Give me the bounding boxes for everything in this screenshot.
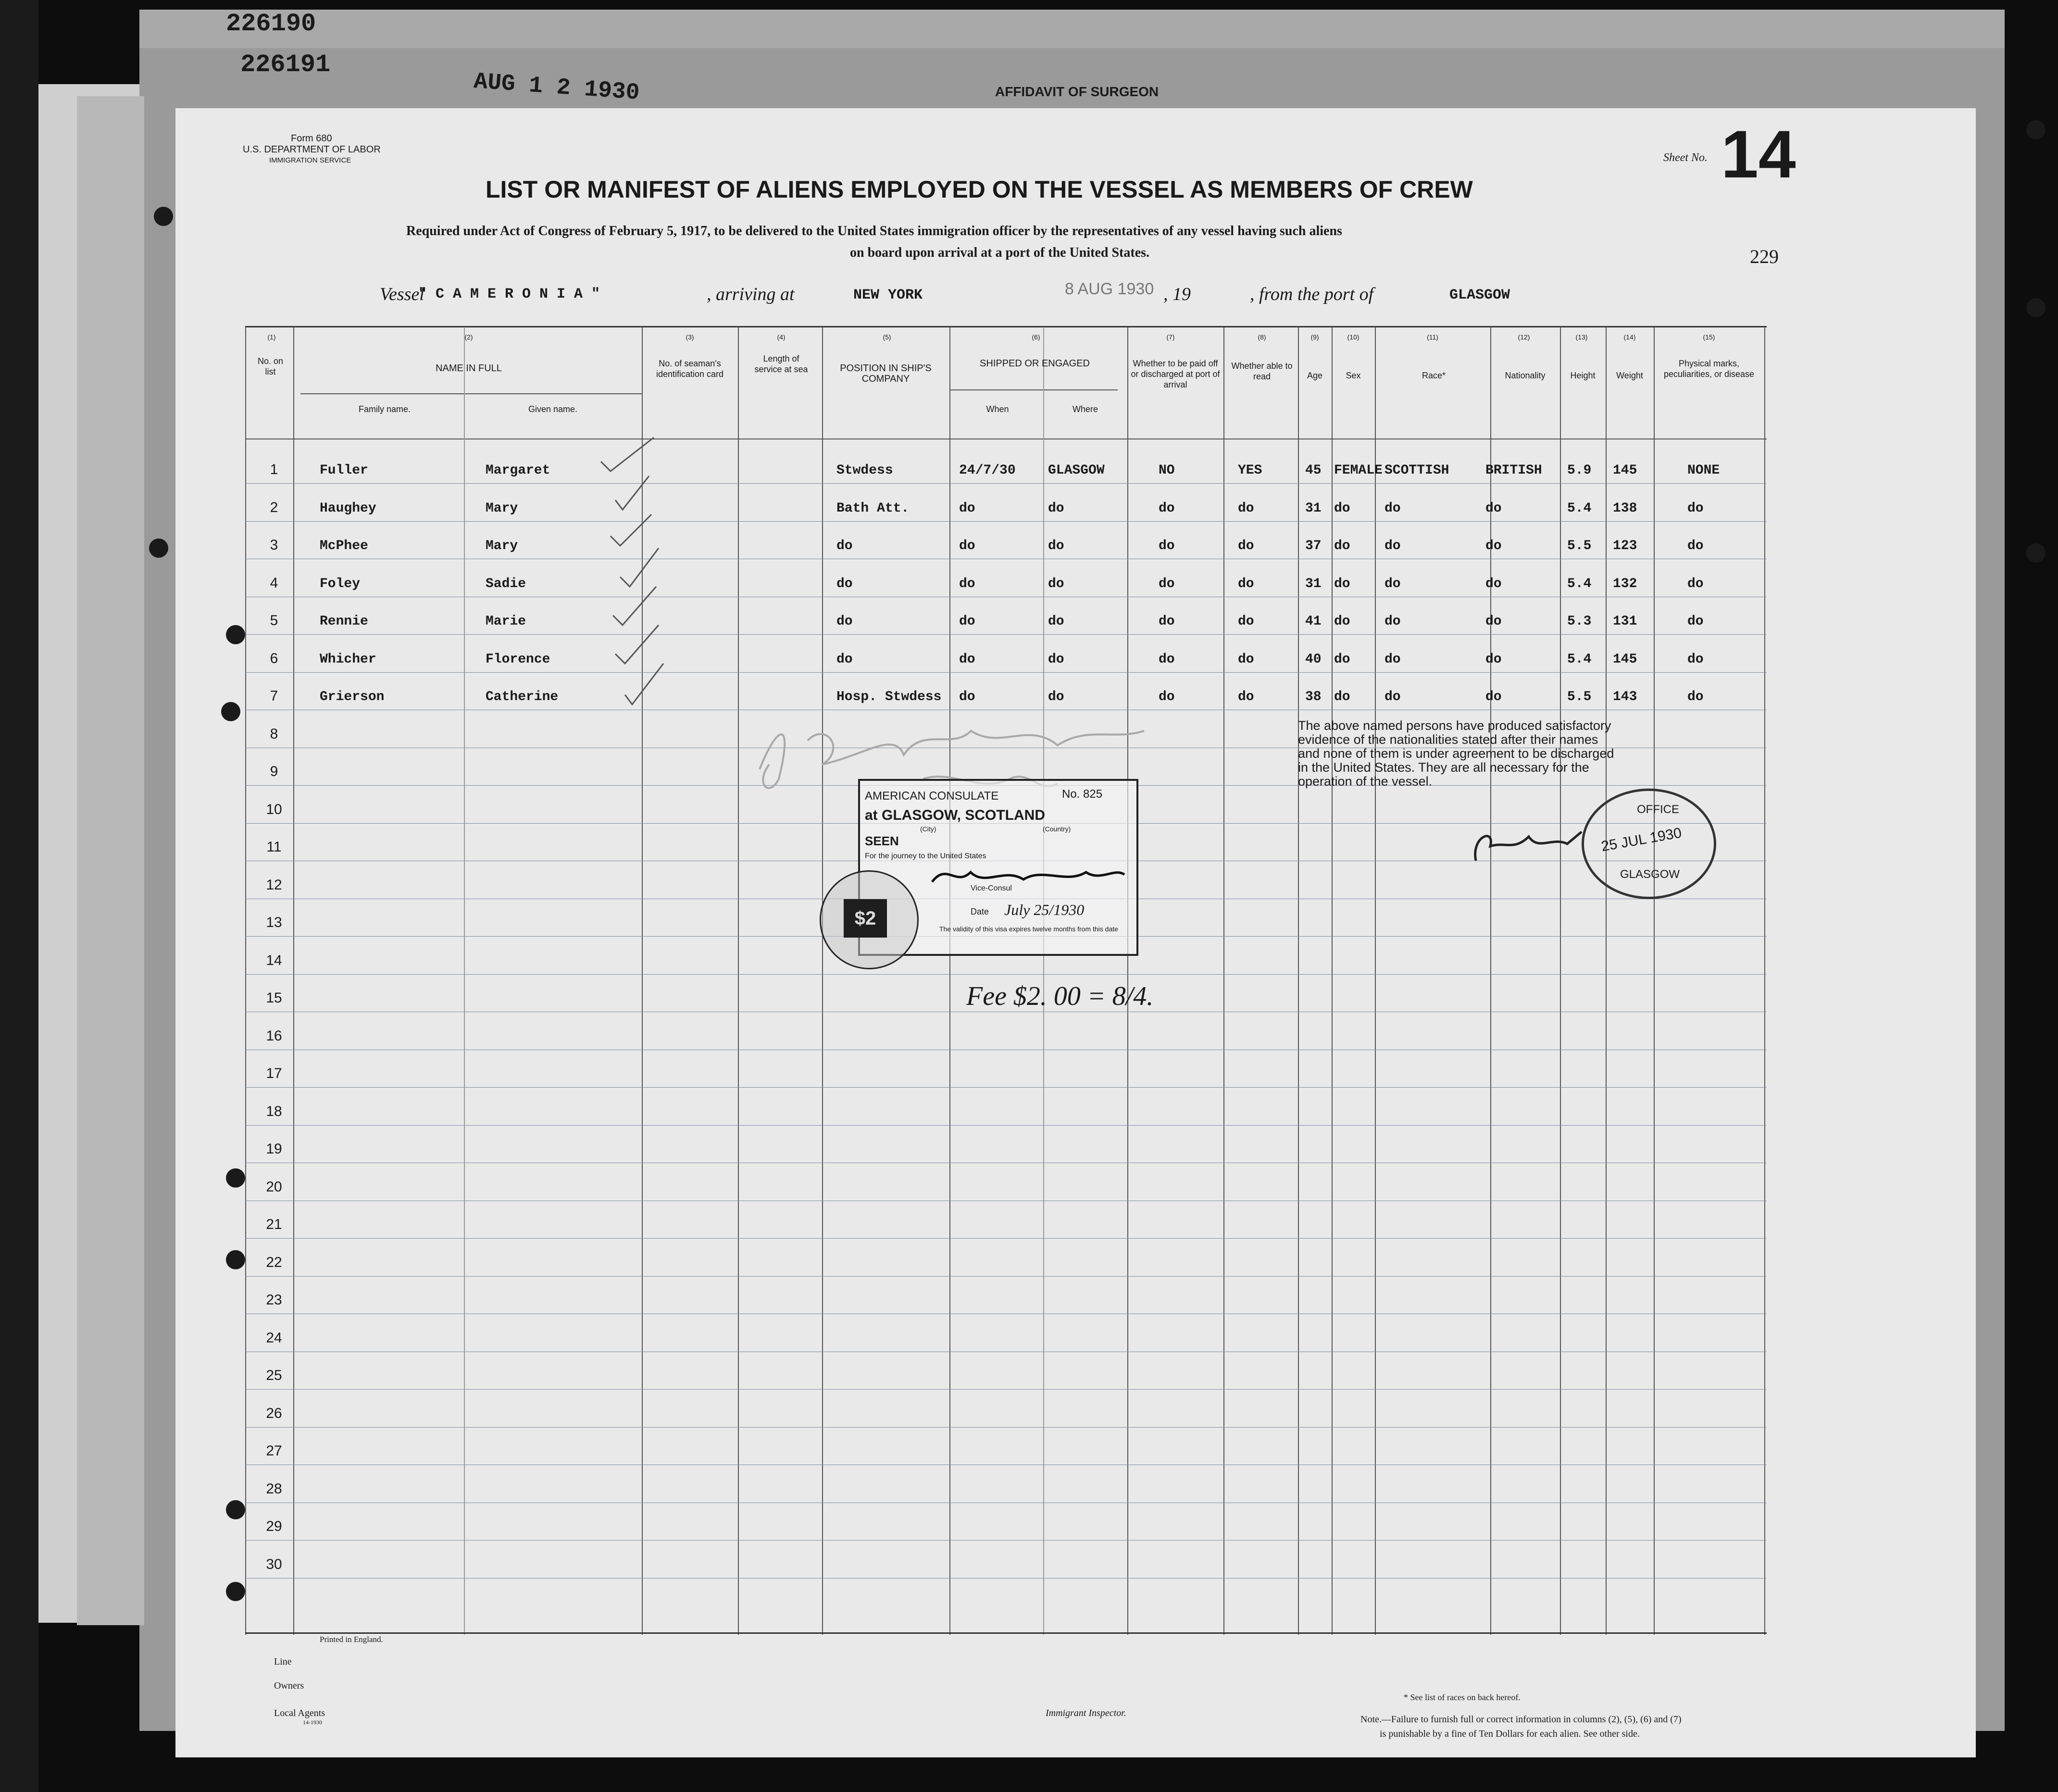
punch-hole bbox=[149, 539, 168, 558]
punch-hole bbox=[2026, 120, 2046, 139]
arriving-port: NEW YORK bbox=[853, 287, 923, 303]
year-label: , 19 bbox=[1163, 284, 1191, 304]
service-name: IMMIGRATION SERVICE bbox=[269, 156, 351, 164]
header-name-in-full: NAME IN FULL bbox=[436, 363, 502, 374]
row-number: 18 bbox=[266, 1103, 282, 1119]
row-number: 6 bbox=[270, 650, 278, 666]
row-number: 28 bbox=[266, 1480, 282, 1497]
nationality-cell: do bbox=[1485, 539, 1502, 553]
header-weight: Weight bbox=[1616, 371, 1643, 380]
column-line bbox=[1654, 327, 1655, 1635]
row-number: 8 bbox=[270, 726, 278, 742]
header-no-on-list: No. on list bbox=[257, 356, 284, 376]
row-number: 11 bbox=[266, 839, 282, 855]
race-cell: do bbox=[1384, 576, 1401, 591]
given-name-cell: Mary bbox=[486, 501, 518, 516]
row-number: 23 bbox=[266, 1292, 282, 1308]
fee-revenue-stamp bbox=[844, 899, 887, 938]
row-number: 16 bbox=[266, 1028, 282, 1044]
age-cell: 45 bbox=[1305, 463, 1322, 478]
footer-agents-code: 14-1930 bbox=[303, 1719, 322, 1726]
arriving-label: , arriving at bbox=[707, 284, 795, 304]
consulate-number: No. 825 bbox=[1062, 788, 1103, 801]
weight-cell: 145 bbox=[1613, 463, 1637, 478]
race-cell: do bbox=[1384, 614, 1401, 629]
marks-cell: do bbox=[1687, 539, 1704, 553]
sheet-label: Sheet No. bbox=[1663, 151, 1708, 164]
height-cell: 5.4 bbox=[1567, 501, 1592, 516]
column-line bbox=[949, 327, 950, 1635]
consulate-journey: For the journey to the United States bbox=[865, 852, 986, 860]
col-num-11: (11) bbox=[1427, 333, 1438, 341]
row-number: 3 bbox=[270, 537, 278, 553]
marks-cell: NONE bbox=[1687, 463, 1720, 478]
age-cell: 41 bbox=[1305, 614, 1322, 629]
header-height: Height bbox=[1570, 371, 1596, 380]
consulate-seen: SEEN bbox=[865, 834, 899, 848]
row-rule bbox=[245, 521, 1767, 522]
marks-cell: do bbox=[1687, 501, 1704, 516]
race-cell: do bbox=[1384, 652, 1401, 667]
weight-cell: 132 bbox=[1613, 576, 1637, 591]
sex-cell: do bbox=[1334, 689, 1350, 704]
col-num-9: (9) bbox=[1310, 333, 1319, 341]
agent-signature bbox=[1466, 817, 1586, 870]
col-num-4: (4) bbox=[777, 333, 786, 341]
column-line bbox=[738, 327, 739, 1635]
shipped-subheader-rule bbox=[949, 389, 1118, 390]
weight-cell: 145 bbox=[1613, 652, 1637, 667]
header-given-name: Given name. bbox=[528, 404, 578, 414]
race-cell: do bbox=[1384, 501, 1401, 516]
top-number-1: 226190 bbox=[226, 10, 316, 38]
row-rule bbox=[245, 1389, 1767, 1390]
header-shipped: SHIPPED OR ENGAGED bbox=[980, 358, 1090, 369]
where-cell: do bbox=[1048, 576, 1064, 591]
punch-hole bbox=[226, 1168, 245, 1188]
race-cell: do bbox=[1384, 539, 1401, 553]
check-marks bbox=[591, 433, 687, 721]
col-num-3: (3) bbox=[686, 333, 694, 341]
position-cell: do bbox=[836, 576, 853, 591]
nationality-cell: do bbox=[1485, 652, 1502, 667]
family-name-cell: Foley bbox=[320, 576, 361, 591]
punch-hole bbox=[221, 702, 240, 721]
arrival-date-stamp: 8 AUG 1930 bbox=[1065, 280, 1154, 298]
fine-note-1: Note.—Failure to furnish full or correct information in columns (2), (5), (6) and (7) bbox=[1360, 1714, 1682, 1725]
header-sex: Sex bbox=[1346, 371, 1361, 380]
row-number: 14 bbox=[266, 952, 282, 968]
position-cell: Bath Att. bbox=[836, 501, 910, 516]
where-cell: GLASGOW bbox=[1048, 463, 1105, 478]
age-cell: 31 bbox=[1305, 501, 1322, 516]
position-cell: Hosp. Stwdess bbox=[836, 689, 942, 704]
header-paid-off: Whether to be paid off or discharged at port of arrival bbox=[1131, 359, 1220, 389]
from-port: GLASGOW bbox=[1449, 287, 1510, 303]
manifest-title: LIST OR MANIFEST OF ALIENS EMPLOYED ON THE VESSEL AS MEMBERS OF CREW bbox=[486, 176, 1473, 203]
manifest-subtitle-1: Required under Act of Congress of February 5, 1917, to be delivered to the United States immigration officer by the representatives of any vessel having such aliens bbox=[406, 224, 1342, 238]
weight-cell: 143 bbox=[1613, 689, 1637, 704]
manifest-subtitle-2: on board upon arrival at a port of the United States. bbox=[850, 245, 1150, 260]
col-num-2: (2) bbox=[464, 333, 473, 341]
fine-note-2: is punishable by a fine of Ten Dollars for each alien. See other side. bbox=[1380, 1729, 1640, 1739]
nationality-cell: do bbox=[1485, 501, 1502, 516]
paid-off-cell: do bbox=[1159, 652, 1175, 667]
age-cell: 37 bbox=[1305, 539, 1322, 553]
column-line bbox=[464, 327, 465, 1635]
consulate-visa-label: Vice-Consul bbox=[971, 884, 1012, 892]
row-rule bbox=[245, 1578, 1767, 1579]
when-cell: do bbox=[959, 689, 975, 704]
family-name-cell: Fuller bbox=[320, 463, 368, 478]
row-number: 5 bbox=[270, 613, 278, 628]
age-cell: 38 bbox=[1305, 689, 1322, 704]
row-rule bbox=[245, 634, 1767, 635]
row-number: 12 bbox=[266, 877, 282, 893]
row-number: 13 bbox=[266, 915, 282, 930]
fee-note: Fee $2. 00 = 8/4. bbox=[966, 981, 1154, 1011]
punch-hole bbox=[154, 207, 173, 226]
height-cell: 5.4 bbox=[1567, 652, 1592, 667]
punch-hole bbox=[226, 1582, 245, 1601]
height-cell: 5.4 bbox=[1567, 576, 1592, 591]
sheet-number: 14 bbox=[1721, 116, 1796, 192]
given-name-cell: Florence bbox=[486, 652, 550, 667]
col-num-6: (6) bbox=[1032, 333, 1040, 341]
row-number: 9 bbox=[270, 764, 278, 779]
col-num-7: (7) bbox=[1166, 333, 1175, 341]
fee-stamp-value: $2 bbox=[854, 908, 876, 929]
given-name-cell: Sadie bbox=[486, 576, 526, 591]
family-name-cell: Rennie bbox=[320, 614, 368, 629]
marks-cell: do bbox=[1687, 614, 1704, 629]
header-family-name: Family name. bbox=[358, 404, 411, 414]
when-cell: do bbox=[959, 501, 975, 516]
family-name-cell: Grierson bbox=[320, 689, 385, 704]
col-num-15: (15) bbox=[1703, 333, 1715, 341]
when-cell: do bbox=[959, 652, 975, 667]
marks-cell: do bbox=[1687, 689, 1704, 704]
position-cell: do bbox=[836, 652, 853, 667]
header-nationality: Nationality bbox=[1505, 371, 1546, 380]
position-cell: do bbox=[836, 614, 853, 629]
given-name-cell: Catherine bbox=[486, 689, 559, 704]
footer-owners-label: Owners bbox=[274, 1680, 304, 1691]
consul-signature bbox=[927, 858, 1129, 891]
paid-off-cell: do bbox=[1159, 539, 1175, 553]
row-rule bbox=[245, 1276, 1767, 1277]
header-able-read: Whether able to read bbox=[1231, 361, 1293, 381]
family-name-cell: McPhee bbox=[320, 539, 368, 553]
when-cell: 24/7/30 bbox=[959, 463, 1016, 478]
consulate-line1: AMERICAN CONSULATE bbox=[865, 789, 999, 802]
position-cell: do bbox=[836, 539, 853, 553]
col-num-13: (13) bbox=[1575, 333, 1588, 341]
when-cell: do bbox=[959, 539, 975, 553]
when-cell: do bbox=[959, 614, 975, 629]
header-when: When bbox=[986, 404, 1009, 414]
column-line bbox=[1560, 327, 1561, 1635]
office-stamp-date: 25 JUL 1930 bbox=[1600, 825, 1683, 855]
family-name-cell: Haughey bbox=[320, 501, 376, 516]
punch-hole bbox=[226, 625, 245, 644]
height-cell: 5.5 bbox=[1567, 689, 1592, 704]
column-line bbox=[245, 327, 246, 1635]
row-number: 20 bbox=[266, 1178, 282, 1195]
printed-in-england: Printed in England. bbox=[320, 1635, 383, 1644]
row-number: 10 bbox=[266, 801, 282, 817]
able-read-cell: do bbox=[1238, 501, 1254, 516]
office-stamp bbox=[1582, 789, 1716, 899]
certification-text: The above named persons have produced satisfactory evidence of the nationalities stated after their names and none of them is under agreement to be discharged in the United States. They are all necessary for the operation of the vessel. bbox=[1298, 718, 1614, 789]
nationality-cell: do bbox=[1485, 576, 1502, 591]
received-date-stamp: AUG 1 2 1930 bbox=[473, 69, 641, 106]
column-line bbox=[293, 327, 294, 1635]
given-name-cell: Margaret bbox=[486, 463, 550, 478]
nationality-cell: do bbox=[1485, 689, 1502, 704]
race-cell: do bbox=[1384, 689, 1401, 704]
vessel-name: " C A M E R O N I A " bbox=[418, 286, 600, 302]
given-name-cell: Mary bbox=[486, 539, 518, 553]
paid-off-cell: do bbox=[1159, 501, 1175, 516]
able-read-cell: do bbox=[1238, 576, 1254, 591]
able-read-cell: do bbox=[1238, 689, 1254, 704]
row-rule bbox=[245, 483, 1767, 484]
header-position: POSITION IN SHIP'S COMPANY bbox=[840, 363, 932, 384]
sex-cell: do bbox=[1334, 652, 1350, 667]
row-rule bbox=[245, 1540, 1767, 1541]
position-cell: Stwdess bbox=[836, 463, 893, 478]
column-line bbox=[1764, 327, 1765, 1635]
col-num-12: (12) bbox=[1518, 333, 1530, 341]
paid-off-cell: do bbox=[1159, 614, 1175, 629]
punch-hole bbox=[2026, 543, 2046, 563]
sex-cell: do bbox=[1334, 501, 1350, 516]
row-rule bbox=[245, 1427, 1767, 1428]
consulate-date-value: July 25/1930 bbox=[1004, 901, 1085, 918]
affidavit-title: AFFIDAVIT OF SURGEON bbox=[995, 84, 1159, 99]
paid-off-cell: do bbox=[1159, 689, 1175, 704]
column-line bbox=[1298, 327, 1299, 1635]
table-top-rule bbox=[245, 326, 1767, 327]
column-line bbox=[1223, 327, 1224, 1635]
row-number: 27 bbox=[266, 1443, 282, 1459]
row-number: 30 bbox=[266, 1556, 282, 1572]
height-cell: 5.3 bbox=[1567, 614, 1592, 629]
row-number: 7 bbox=[270, 688, 278, 704]
header-age: Age bbox=[1307, 371, 1323, 380]
race-cell: SCOTTISH bbox=[1384, 463, 1449, 478]
column-line bbox=[1375, 327, 1376, 1635]
age-cell: 31 bbox=[1305, 576, 1322, 591]
races-note: * See list of races on back hereof. bbox=[1404, 1692, 1521, 1702]
page-number: 229 bbox=[1750, 246, 1779, 267]
row-number: 2 bbox=[270, 499, 278, 515]
column-line bbox=[1332, 327, 1333, 1635]
age-cell: 40 bbox=[1305, 652, 1322, 667]
footer-agents-label: Local Agents bbox=[274, 1708, 325, 1718]
punch-hole bbox=[226, 1250, 245, 1269]
able-read-cell: do bbox=[1238, 652, 1254, 667]
header-length-service: Length of service at sea bbox=[754, 354, 808, 374]
column-line bbox=[822, 327, 823, 1635]
row-number: 19 bbox=[266, 1141, 282, 1157]
nationality-cell: do bbox=[1485, 614, 1502, 629]
row-number: 26 bbox=[266, 1405, 282, 1421]
sex-cell: do bbox=[1334, 539, 1350, 553]
column-line bbox=[1490, 327, 1491, 1635]
row-rule bbox=[245, 1238, 1767, 1239]
vessel-label: Vessel bbox=[380, 284, 424, 304]
header-where: Where bbox=[1072, 404, 1098, 414]
col-num-1: (1) bbox=[267, 333, 276, 341]
weight-cell: 123 bbox=[1613, 539, 1637, 553]
where-cell: do bbox=[1048, 539, 1064, 553]
top-number-2: 226191 bbox=[240, 50, 331, 79]
office-stamp-word: OFFICE bbox=[1637, 803, 1679, 816]
header-race: Race* bbox=[1422, 371, 1446, 380]
consulate-date-label: Date bbox=[971, 907, 989, 916]
office-stamp-city: GLASGOW bbox=[1620, 868, 1680, 881]
paid-off-cell: NO bbox=[1159, 463, 1175, 478]
where-cell: do bbox=[1048, 614, 1064, 629]
punch-hole bbox=[2026, 298, 2046, 317]
col-num-10: (10) bbox=[1347, 333, 1360, 341]
header-seaman-card: No. of seaman's identification card bbox=[656, 359, 724, 379]
sex-cell: FEMALE bbox=[1334, 463, 1383, 478]
row-number: 29 bbox=[266, 1518, 282, 1534]
where-cell: do bbox=[1048, 501, 1064, 516]
row-number: 15 bbox=[266, 990, 282, 1006]
left-edge-sheet-2 bbox=[77, 96, 144, 1625]
row-rule bbox=[245, 1125, 1767, 1126]
where-cell: do bbox=[1048, 652, 1064, 667]
where-cell: do bbox=[1048, 689, 1064, 704]
able-read-cell: do bbox=[1238, 539, 1254, 553]
col-num-8: (8) bbox=[1258, 333, 1266, 341]
row-rule bbox=[245, 974, 1767, 975]
department-name: U.S. DEPARTMENT OF LABOR bbox=[243, 144, 381, 155]
height-cell: 5.9 bbox=[1567, 463, 1592, 478]
row-number: 22 bbox=[266, 1254, 282, 1270]
given-name-cell: Marie bbox=[486, 614, 526, 629]
nationality-cell: BRITISH bbox=[1485, 463, 1542, 478]
weight-cell: 138 bbox=[1613, 501, 1637, 516]
paid-off-cell: do bbox=[1159, 576, 1175, 591]
row-number: 1 bbox=[270, 462, 278, 477]
row-rule bbox=[245, 672, 1767, 673]
consulate-country-label: (Country) bbox=[1043, 825, 1071, 833]
consulate-line2: at GLASGOW, SCOTLAND bbox=[865, 807, 1045, 823]
background-left-margin bbox=[0, 0, 38, 1792]
marks-cell: do bbox=[1687, 576, 1704, 591]
height-cell: 5.5 bbox=[1567, 539, 1592, 553]
sex-cell: do bbox=[1334, 614, 1350, 629]
row-number: 25 bbox=[266, 1367, 282, 1383]
when-cell: do bbox=[959, 576, 975, 591]
row-number: 4 bbox=[270, 575, 278, 591]
header-marks: Physical marks, peculiarities, or disease bbox=[1663, 359, 1755, 379]
col-num-14: (14) bbox=[1623, 333, 1636, 341]
family-name-cell: Whicher bbox=[320, 652, 376, 667]
table-bottom-rule bbox=[245, 1632, 1767, 1634]
form-number: Form 680 bbox=[291, 133, 332, 144]
footer-inspector: Immigrant Inspector. bbox=[1046, 1708, 1126, 1718]
name-subheader-rule bbox=[300, 393, 642, 394]
row-number: 17 bbox=[266, 1065, 282, 1081]
from-port-label: , from the port of bbox=[1250, 284, 1374, 304]
row-number: 21 bbox=[266, 1216, 282, 1232]
able-read-cell: do bbox=[1238, 614, 1254, 629]
column-line bbox=[1606, 327, 1607, 1635]
punch-hole bbox=[226, 1500, 245, 1519]
consulate-city-label: (City) bbox=[920, 825, 936, 833]
row-number: 24 bbox=[266, 1329, 282, 1346]
consulate-validity: The validity of this visa expires twelve months from this date bbox=[939, 925, 1118, 933]
col-num-5: (5) bbox=[883, 333, 891, 341]
row-rule bbox=[245, 1087, 1767, 1088]
weight-cell: 131 bbox=[1613, 614, 1637, 629]
marks-cell: do bbox=[1687, 652, 1704, 667]
sex-cell: do bbox=[1334, 576, 1350, 591]
able-read-cell: YES bbox=[1238, 463, 1262, 478]
footer-line-label: Line bbox=[274, 1656, 292, 1667]
